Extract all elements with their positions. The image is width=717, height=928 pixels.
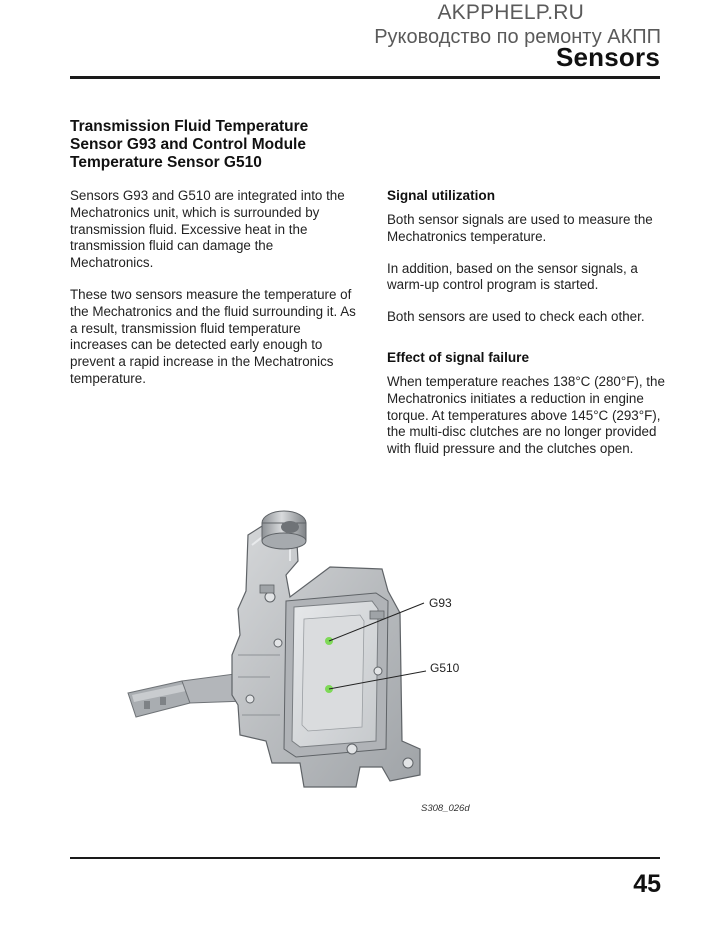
signal-utilization-paragraph-3: Both sensors are used to check each other. [387, 309, 645, 325]
section-title: Sensors [555, 42, 660, 72]
page-number: 45 [633, 870, 661, 898]
article-heading: Transmission Fluid Temperature Sensor G93 and Control Module Temperature Sensor G510 [70, 118, 309, 171]
watermark-subtitle: Руководство по ремонту АКПП [374, 26, 661, 48]
left-column [70, 188, 360, 403]
connector-arm [128, 673, 246, 717]
callout-g510: G510 [430, 661, 460, 675]
signal-utilization-paragraph-1: Both sensor signals are used to measure the Mechatronics temperature. [387, 212, 653, 244]
signal-failure-paragraph: When temperature reaches 138°C (280°F), the Mechatronics initiates a reduction in engine torque. At temperatures above 145°C (293°F), the multi-disc clutches are no longer provided with fluid pressure and the clutches open. [387, 373, 665, 457]
mechatronics-illustration [120, 505, 480, 805]
watermark [241, 2, 661, 47]
cylinder-component [262, 511, 306, 549]
header-divider [70, 76, 660, 79]
figure-id: S308_026d [421, 803, 470, 814]
left-paragraph-2: These two sensors measure the temperature of the Mechatronics and the fluid surrounding it. As a result, transmission fluid temperature increases can be detected early enough to prevent a rapid increase in the Mechatronics temperature. [70, 286, 356, 386]
signal-utilization-heading: Signal utilization [387, 188, 495, 203]
signal-failure-heading: Effect of signal failure [387, 349, 530, 365]
left-paragraph-1: Sensors G93 and G510 are integrated into the Mechatronics unit, which is surrounded by transmission fluid. Excessive heat in the transmission fluid can damage the Mechatronics. [70, 188, 345, 271]
footer-divider [70, 857, 660, 859]
right-column [387, 188, 667, 473]
callout-g93: G93 [429, 596, 452, 610]
signal-utilization-paragraph-2: In addition, based on the sensor signals, a warm-up control program is started. [387, 260, 638, 293]
watermark-site: AKPPHELP.RU [437, 1, 584, 24]
